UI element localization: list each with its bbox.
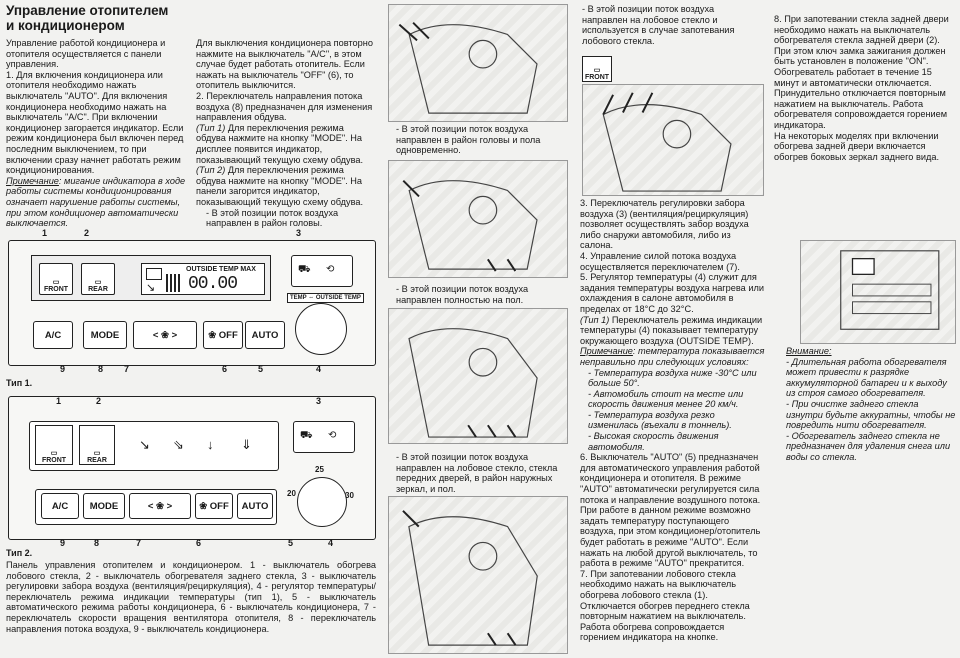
col5-warning bbox=[786, 346, 956, 463]
panel2-temp-dial[interactable] bbox=[297, 477, 347, 527]
col2-paragraph-5: - В этой позиции поток воздуха направлен в район головы. bbox=[206, 207, 339, 229]
dashboard-switch-sketch bbox=[801, 241, 955, 343]
panel2-front-label: FRONT bbox=[41, 457, 67, 464]
panel-legend: Панель управления отопителем и кондиционером. 1 - выключатель обогрева лобового стекла, 2 - выключатель обогревателя заднего стекла, 3 - выключатель регулировки забора воздуха (вентиляция/рециркуляция), 4 - регулятор температуры/переключатель режима индикации температуры (тип 1), 5 - выключатель автоматического режима работы кондиционера, 6 - выключатель кондиционера, 7 - переключатель скорости вращения вентилятора отопителя, 8 - переключатель направления потока воздуха, 9 - выключатель кондиционера. bbox=[6, 560, 376, 634]
recirc-icon-2: ⟲ bbox=[328, 430, 337, 441]
control-panel-type1 bbox=[8, 240, 376, 366]
col2-paragraph-1: Для выключения кондиционера повторно нажмите на выключатель "A/C", в этом случае будет работать отопитель. Если нажать на выключатель "OFF" (6), то отопитель выключится. bbox=[196, 38, 373, 91]
col3-caption-2: - В этой позиции поток воздуха направлен полностью на пол. bbox=[396, 284, 529, 305]
column-2 bbox=[196, 38, 376, 229]
panel2-rear-label: REAR bbox=[87, 457, 107, 464]
callout-1-type2: 1 bbox=[56, 396, 62, 406]
col4-note-label: Примечание bbox=[580, 346, 633, 357]
lcd-outside-temp-label: OUTSIDE TEMP MAX bbox=[186, 266, 256, 273]
panel2-recirc-switch[interactable] bbox=[293, 421, 355, 453]
type1-label: (Тип 1) bbox=[196, 122, 226, 133]
type2-label: (Тип 2) bbox=[196, 165, 226, 176]
col1-paragraph-2: 1. Для включения кондиционера или отопителя необходимо нажать выключатель "AUTO". Для включения кондиционера необходимо нажать на выключатель "A/C". При включении кондиционер загорается индикатор. Если режим кондиционера был включен перед последним выключением, то при включении сразу начнет работать режим кондиционирования. bbox=[6, 69, 184, 176]
front-defrost-icon-2: ▭ bbox=[50, 450, 58, 457]
windshield-icon: ▭ bbox=[593, 67, 601, 74]
lcd-fan-icon bbox=[146, 268, 162, 280]
col2-paragraph-3 bbox=[196, 123, 376, 165]
column-4 bbox=[580, 198, 766, 643]
callout-9-type2: 9 bbox=[60, 538, 66, 548]
col4-paragraph-6 bbox=[580, 315, 766, 347]
panel1-caption: Тип 1. bbox=[6, 378, 33, 388]
warning-3: - Обогреватель заднего стекла не предназначен для удаления снега или воды со стекла. bbox=[786, 430, 951, 462]
fresh-air-icon: ⛟ bbox=[298, 264, 311, 275]
col4-note-text: : температура показывается неправильно при следующих условиях: bbox=[580, 346, 765, 367]
col4-paragraph-5: 5. Регулятор температуры (4) служит для задания температуры воздуха нагрева или охлаждения в салоне автомобиля в пределах от 18°С до 32°С. bbox=[580, 272, 764, 314]
callout-6: 6 bbox=[222, 364, 228, 374]
callout-5-type2: 5 bbox=[288, 538, 294, 548]
panel1-off-button[interactable]: ❀ OFF bbox=[203, 321, 243, 349]
col4-paragraph-7: 6. Выключатель "AUTO" (5) предназначен для автоматического управления работой кондиционера и отопителя. В режиме "AUTO" автоматически регулируется сила потока и направление воздушного потока. При работе в данном режиме возможно задать температуру поступающего воздуха, при этом кондиционер/отопитель будет работать в режиме "AUTO". Если нажать на любой другой выключатель, то работа в режиме "AUTO" прекратится. bbox=[580, 452, 761, 569]
illustration-rear-defrost-switch bbox=[800, 240, 956, 344]
panel2-caption: Тип 2. bbox=[6, 548, 33, 558]
panel1-lcd bbox=[141, 263, 265, 295]
mode-face-floor-icon[interactable]: ⇘ bbox=[173, 437, 184, 452]
dial-label-25: 25 bbox=[315, 465, 324, 474]
column-5 bbox=[774, 14, 954, 162]
panel1-front-defrost-button[interactable] bbox=[39, 263, 73, 295]
panel1-ac-button[interactable]: A/C bbox=[33, 321, 73, 349]
panel2-off-button[interactable]: ❀ OFF bbox=[195, 493, 233, 519]
col4-paragraph-8: 7. При запотевании лобового стекла необходимо нажать на выключатель обогрева лобового стекла (1). Отключается обогрев переднего стекла повторным нажатием на выключатель. Работа обогрева сопровождается горением индикатора на кнопке. bbox=[580, 568, 750, 643]
illustration-face-floor-mode bbox=[388, 160, 568, 278]
col4-note bbox=[580, 346, 766, 367]
car-interior-sketch-1 bbox=[389, 5, 567, 121]
dial-label-20: 20 bbox=[287, 489, 296, 498]
col2-paragraph-2: 2. Переключатель направления потока воздуха (8) предназначен для изменения направления обдува. bbox=[196, 90, 373, 123]
type2-text: Для переключения режима обдува нажмите на кнопку "MODE". На панели загорится индикатор, показывающий текущую схему обдува. bbox=[196, 165, 364, 207]
callout-1: 1 bbox=[42, 228, 48, 238]
panel1-rear-defrost-button[interactable] bbox=[81, 263, 115, 295]
col1-paragraph-1: Управление работой кондиционера и отопителя осуществляется с панели управления. bbox=[6, 38, 166, 70]
col4-type1-label: (Тип 1) bbox=[580, 314, 610, 325]
dial-label-30: 30 bbox=[345, 491, 354, 500]
page-title bbox=[6, 3, 168, 33]
col4-bullet-2: - Автомобиль стоит на месте или скорость движения менее 20 км/ч. bbox=[588, 388, 744, 410]
panel1-mode-button[interactable]: MODE bbox=[83, 321, 127, 349]
car-interior-sketch-4 bbox=[389, 497, 567, 653]
rear-defrost-icon-2: ▭ bbox=[93, 450, 101, 457]
car-interior-sketch-3 bbox=[389, 309, 567, 443]
callout-5: 5 bbox=[258, 364, 264, 374]
lcd-bars-icon bbox=[166, 274, 182, 292]
col3-caption-3: - В этой позиции поток воздуха направлен на лобовое стекло, стекла передних дверей, в район наружных зеркал, и пол. bbox=[396, 452, 558, 494]
col5-paragraph-2: На некоторых моделях при включении обогрева задней двери включается обогрев боковых зеркал заднего вида. bbox=[774, 130, 940, 162]
col5-paragraph-1: 8. При запотевании стекла задней двери необходимо нажать на выключатель обогревателя стекла задней двери (2). При этом ключ замка зажигания должен быть установлен в положение "ON". Обогреватель работает в течение 15 минут и автоматически отключается. Принудительно отключается повторным нажатием на выключатель. Работа обогревателя сопровождается горением индикатора. bbox=[774, 14, 949, 130]
callout-7-type2: 7 bbox=[136, 538, 142, 548]
callout-7: 7 bbox=[124, 364, 130, 374]
illustration-defrost-floor-mode bbox=[388, 496, 568, 654]
panel2-mode-button[interactable]: MODE bbox=[83, 493, 125, 519]
col4-bullet-1: - Температура воздуха ниже -30°С или больше 50°. bbox=[588, 367, 757, 389]
warning-2: - При очистке заднего стекла изнутри будьте аккуратны, чтобы не повредить нити обогревателя. bbox=[786, 398, 956, 431]
col4-paragraph-3: 3. Переключатель регулировки забора воздуха (3) (вентиляция/рециркуляция) позволяет осуществлять забор воздуха либо снаружи автомобиля, либо из салона. bbox=[580, 198, 749, 251]
illustration-face-mode bbox=[388, 4, 568, 122]
callout-6-type2: 6 bbox=[196, 538, 202, 548]
panel1-fan-speed-button[interactable]: < ❀ > bbox=[133, 321, 197, 349]
col4-paragraph-4: 4. Управление силой потока воздуха осуществляется переключателем (7). bbox=[580, 250, 740, 272]
panel1-temp-knob[interactable] bbox=[295, 303, 347, 355]
panel1-auto-button[interactable]: AUTO bbox=[245, 321, 285, 349]
panel1-recirc-switch[interactable] bbox=[291, 255, 353, 287]
front-defrost-icon: ▭ bbox=[52, 279, 60, 286]
recirc-icon: ⟲ bbox=[326, 264, 335, 275]
col4-front-label: FRONT bbox=[584, 74, 610, 81]
rear-defrost-icon: ▭ bbox=[94, 279, 102, 286]
panel2-front-defrost-button[interactable] bbox=[35, 425, 73, 465]
car-interior-sketch-5 bbox=[583, 85, 763, 195]
callout-4-type2: 4 bbox=[328, 538, 334, 548]
panel2-ac-button[interactable]: A/C bbox=[41, 493, 79, 519]
illustration-floor-mode bbox=[388, 308, 568, 444]
panel1-temp-label: TEMP ⇔ OUTSIDE TEMP bbox=[287, 293, 364, 303]
title-line2: и кондиционером bbox=[6, 18, 125, 33]
panel1-rear-label: REAR bbox=[88, 286, 108, 293]
callout-8: 8 bbox=[98, 364, 104, 374]
callout-4: 4 bbox=[316, 364, 322, 374]
type1-text: Для переключения режима обдува нажмите на кнопку "MODE". На дисплее появится индикатор, показывающий текущую схему обдува. bbox=[196, 122, 364, 165]
warning-1: - Длительная работа обогревателя может привести к разрядке аккумуляторной батареи и к выходу из строя самого обогревателя. bbox=[786, 356, 947, 399]
callout-9: 9 bbox=[60, 364, 66, 374]
front-defrost-icon-box bbox=[582, 56, 612, 82]
car-interior-sketch-2 bbox=[389, 161, 567, 277]
illustration-defrost-mode bbox=[582, 84, 764, 196]
panel2-rear-defrost-button[interactable] bbox=[79, 425, 115, 465]
column-1 bbox=[6, 38, 186, 229]
callout-2-type2: 2 bbox=[96, 396, 102, 406]
lcd-digits: 00.00 bbox=[188, 274, 238, 294]
fresh-air-icon-2: ⛟ bbox=[300, 430, 313, 441]
title-line1: Управление отопителем bbox=[6, 3, 169, 18]
callout-2: 2 bbox=[84, 228, 90, 238]
callout-8-type2: 8 bbox=[94, 538, 100, 548]
col2-paragraph-4 bbox=[196, 165, 376, 207]
col1-note bbox=[6, 176, 186, 229]
lcd-airflow-icon: ↘ bbox=[146, 282, 156, 294]
panel2-auto-button[interactable]: AUTO bbox=[237, 493, 273, 519]
panel1-front-label: FRONT bbox=[43, 286, 69, 293]
callout-3: 3 bbox=[296, 228, 302, 238]
note-text: : мигание индикатора в ходе работы системы кондиционирования означает нарушение работы системы, при этом кондиционер автоматически выключается. bbox=[6, 175, 186, 229]
mode-floor-icon[interactable]: ↓ bbox=[207, 437, 214, 452]
panel2-fan-speed-button[interactable]: < ❀ > bbox=[129, 493, 191, 519]
note-label: Примечание bbox=[6, 175, 59, 186]
callout-3-type2: 3 bbox=[316, 396, 322, 406]
control-panel-type2 bbox=[8, 396, 376, 540]
col4-bullet-4: - Высокая скорость движения автомобиля. bbox=[588, 431, 719, 452]
col4-bullet-3: - Температура воздуха резко изменилась (въехали в тоннель). bbox=[588, 409, 732, 431]
col4-top: - В этой позиции поток воздуха направлен на лобовое стекло и используется в случае запотевания лобового стекла. bbox=[582, 4, 735, 46]
warning-label: Внимание: bbox=[786, 346, 832, 356]
col4-type1-text: Переключатель режима индикации температуры (4) показывает температуру окружающего воздуха (OUTSIDE TEMP). bbox=[580, 314, 763, 346]
mode-defrost-floor-icon[interactable]: ⇓ bbox=[241, 437, 252, 452]
mode-face-icon[interactable]: ↘ bbox=[139, 437, 150, 452]
col3-caption-1: - В этой позиции поток воздуха направлен в район головы и пола одновременно. bbox=[396, 124, 541, 156]
